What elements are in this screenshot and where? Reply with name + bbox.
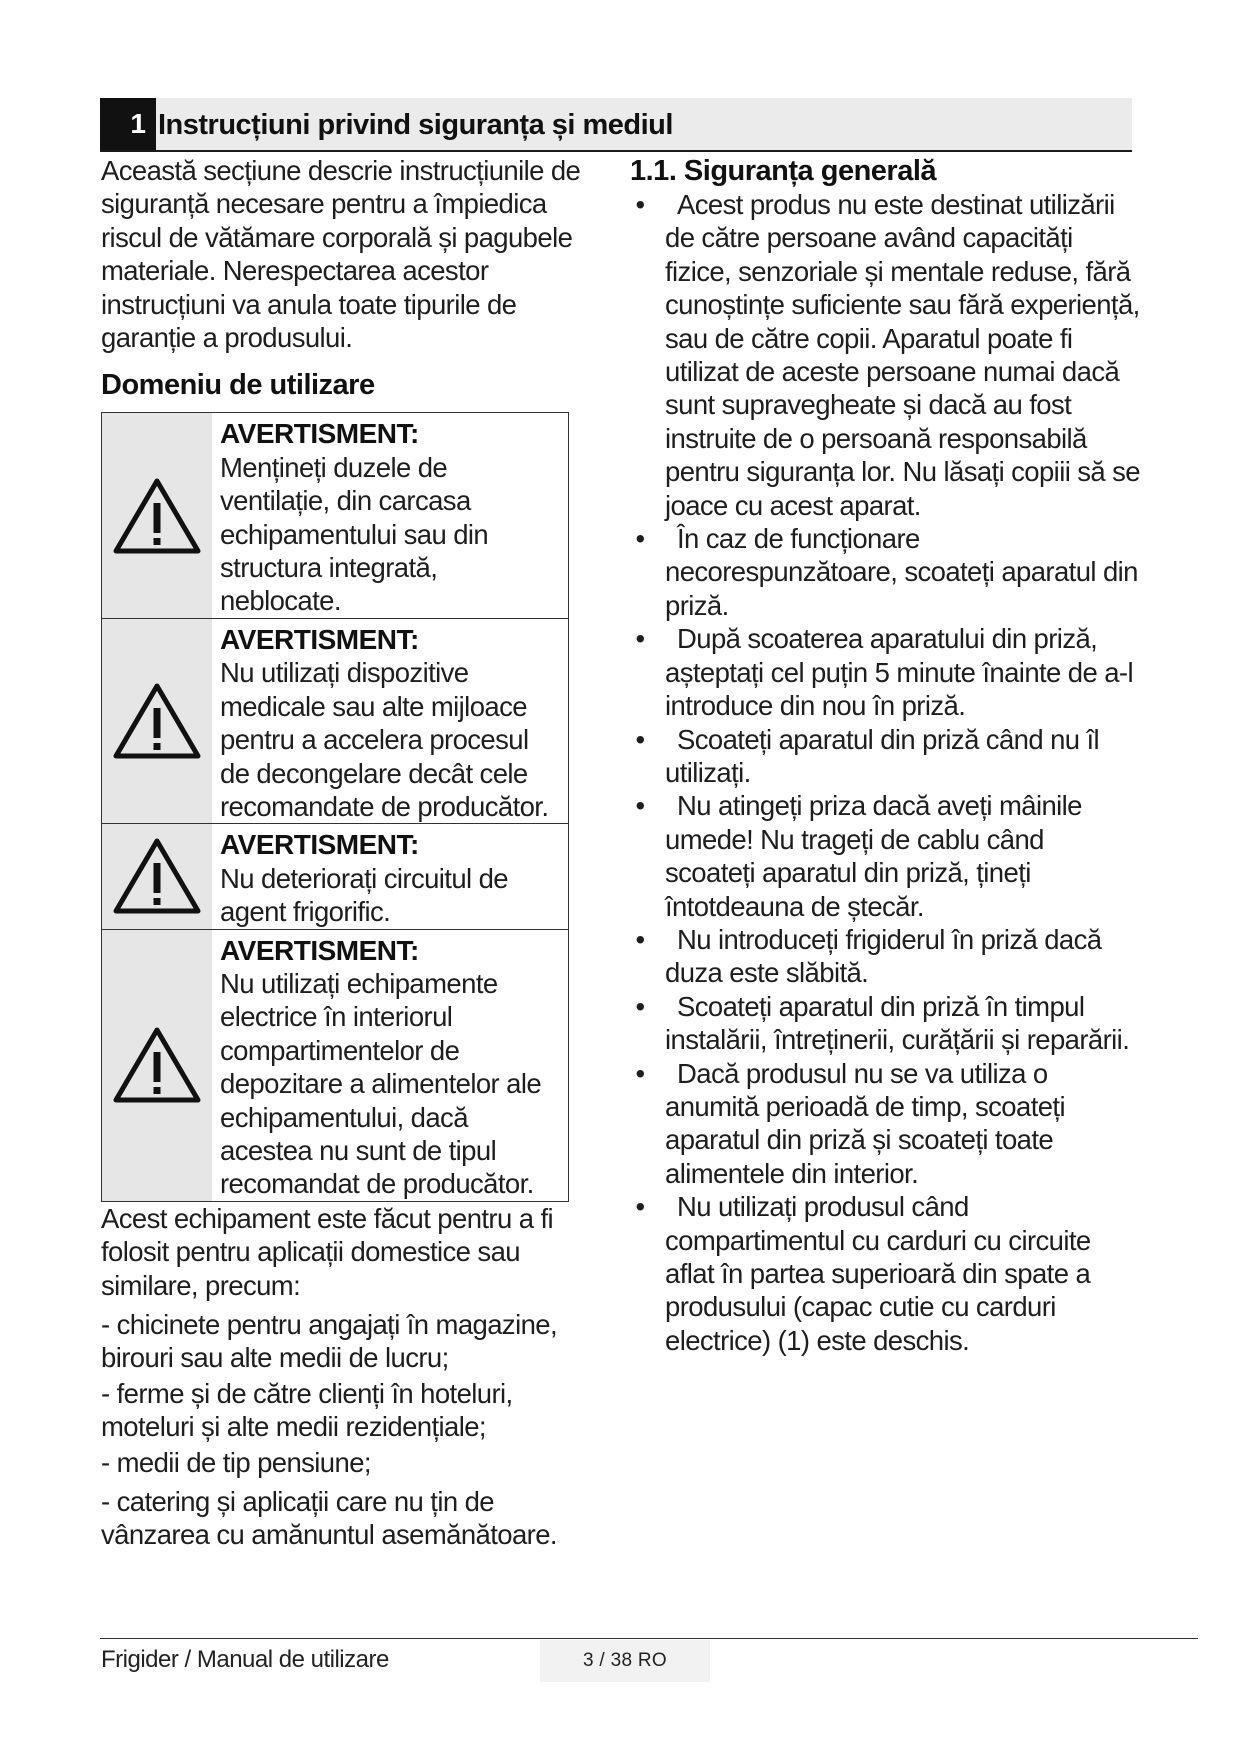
usage-item: - medii de tip pensiune; <box>101 1446 371 1478</box>
warning-icon-cell <box>102 619 212 823</box>
warning-body: Nu deteriorați circuitul de agent frigorific. <box>220 862 508 928</box>
warning-text-cell <box>212 413 568 617</box>
bullet-icon: • <box>635 523 645 555</box>
warning-title: AVERTISMENT: <box>220 623 419 655</box>
list-item: • Acest produs nu este destinat utilizării de către persoane având capacități fizice, senzoriale și mentale reduse, fără cunoștințe suficiente sau fără experiență, sau de către copii. Aparatul poate fi utilizat de aceste persoane numai dacă sunt supravegheate și dacă au fost instruite de o persoană responsabilă pentru siguranța lor. Nu lăsați copiii să se joace cu acest aparat. <box>630 188 1140 522</box>
bullet-icon: • <box>635 990 645 1022</box>
domain-heading: Domeniu de utilizare <box>101 369 375 402</box>
footer-title: Frigider / Manual de utilizare <box>101 1646 389 1673</box>
warning-triangle-icon <box>111 475 203 557</box>
section-header <box>100 98 1132 152</box>
list-item: • În caz de funcționare necorespunzătoare, scoateți aparatul din priză. <box>630 522 1140 622</box>
intro-paragraph: Această secțiune descrie instrucțiunile de siguranță necesare pentru a împiedica riscul de vătămare corporală și pagubele materiale. Nerespectarea acestor instrucțiuni va anula toate tipurile de garanție a produsului. <box>101 155 581 354</box>
bullet-icon: • <box>635 923 645 955</box>
bullet-icon: • <box>635 189 645 220</box>
list-item: • Scoateți aparatul din priză în timpul instalării, întreținerii, curățării și reparării. <box>630 990 1140 1057</box>
warning-body: Mențineți duzele de ventilație, din carcasa echipamentului sau din structura integrată, neblocate. <box>220 451 489 617</box>
warning-row <box>102 930 568 1201</box>
warning-triangle-icon <box>111 680 203 762</box>
warning-triangle-icon <box>111 1024 203 1106</box>
left-column <box>101 154 601 1552</box>
warning-triangle-icon <box>111 835 203 917</box>
right-column <box>630 154 1140 1357</box>
general-safety-list <box>630 188 1140 1357</box>
warning-row <box>102 824 568 929</box>
warning-row <box>102 413 568 618</box>
bullet-icon: • <box>635 790 645 822</box>
page-number: 3 / 38 RO <box>540 1640 710 1682</box>
list-item: • Nu introduceți frigiderul în priză dacă duza este slăbită. <box>630 923 1140 990</box>
footer-divider <box>100 1638 1198 1639</box>
list-item: • După scoaterea aparatului din priză, așteptați cel puțin 5 minute înainte de a-l introduce din nou în priză. <box>630 622 1140 722</box>
warning-text-cell <box>212 619 568 823</box>
usage-item: - catering și aplicații care nu țin de vânzarea cu amănuntul asemănătoare. <box>101 1486 557 1551</box>
warning-icon-cell <box>102 824 212 928</box>
warning-icon-cell <box>102 930 212 1201</box>
warnings-table <box>101 412 569 1201</box>
list-item: • Nu atingeți priza dacă aveți mâinile umede! Nu trageți de cablu când scoateți aparatul din priză, țineți întotdeauna de ștecăr. <box>630 789 1140 923</box>
section-title: Instrucțiuni privind siguranța și mediul <box>158 109 673 141</box>
usage-intro: Acest echipament este făcut pentru a fi folosit pentru aplicații domestice sau similare, precum: <box>101 1202 554 1301</box>
list-item: • Scoateți aparatul din priză când nu îl utilizați. <box>630 723 1140 790</box>
warning-title: AVERTISMENT: <box>220 829 419 861</box>
usage-item: - ferme și de către clienți în hoteluri, moteluri și alte medii rezidențiale; <box>101 1377 513 1443</box>
section-number: 1 <box>100 98 156 150</box>
list-item: • Dacă produsul nu se va utiliza o anumită perioadă de timp, scoateți aparatul din priză și scoateți toate alimentele din interior. <box>630 1057 1140 1191</box>
bullet-icon: • <box>635 623 645 655</box>
usage-item: - chicinete pentru angajați în magazine, birouri sau alte medii de lucru; <box>101 1309 558 1374</box>
warning-text-cell <box>212 824 568 928</box>
general-safety-title: 1.1. Siguranța generală <box>630 155 937 187</box>
warning-text-cell <box>212 930 568 1201</box>
warning-icon-cell <box>102 413 212 617</box>
warning-body: Nu utilizați dispozitive medicale sau alte mijloace pentru a accelera procesul de decongelare decât cele recomandate de producător. <box>220 657 549 822</box>
bullet-icon: • <box>635 1057 645 1089</box>
list-item: • Nu utilizați produsul când compartimentul cu carduri cu circuite aflat în partea superioară din spate a produsului (capac cutie cu carduri electrice) (1) este deschis. <box>630 1190 1140 1357</box>
warning-row <box>102 619 568 824</box>
bullet-icon: • <box>635 1191 645 1223</box>
warning-body: Nu utilizați echipamente electrice în interiorul compartimentelor de depozitare a alimentelor ale echipamentului, dacă acestea nu sunt de tipul recomandat de producător. <box>220 967 542 1200</box>
warning-title: AVERTISMENT: <box>220 418 419 450</box>
bullet-icon: • <box>635 723 645 755</box>
warning-title: AVERTISMENT: <box>220 934 419 966</box>
